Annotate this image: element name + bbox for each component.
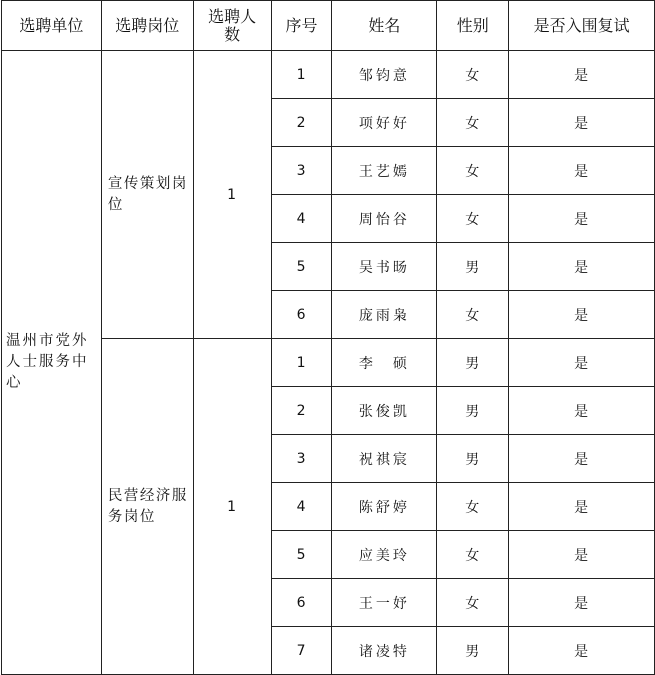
name-cell: 李 硕 [332,339,437,387]
gender-cell: 女 [437,483,509,531]
shortlisted-cell: 是 [509,195,655,243]
shortlisted-cell: 是 [509,531,655,579]
number-cell: 7 [271,627,332,675]
name-cell: 周怡谷 [332,195,437,243]
header-unit: 选聘单位 [2,1,102,51]
name-cell: 诸凌特 [332,627,437,675]
header-row [2,1,655,51]
number-cell: 1 [271,339,332,387]
name-cell: 王一妤 [332,579,437,627]
number-cell: 2 [271,99,332,147]
number-cell: 2 [271,387,332,435]
shortlisted-cell: 是 [509,51,655,99]
gender-cell: 男 [437,243,509,291]
number-cell: 3 [271,435,332,483]
gender-cell: 女 [437,291,509,339]
name-cell: 王艺嫣 [332,147,437,195]
shortlisted-cell: 是 [509,339,655,387]
name-cell: 项好好 [332,99,437,147]
position-cell: 宣传策划岗位 [101,51,193,339]
shortlisted-cell: 是 [509,483,655,531]
shortlist-table [1,0,655,675]
header-count: 选聘人数 [193,1,271,51]
number-cell: 6 [271,579,332,627]
unit-cell: 温州市党外人士服务中心 [2,51,102,675]
shortlisted-cell: 是 [509,243,655,291]
number-cell: 6 [271,291,332,339]
name-cell: 陈舒婷 [332,483,437,531]
name-cell: 祝祺宸 [332,435,437,483]
shortlisted-cell: 是 [509,387,655,435]
header-position: 选聘岗位 [101,1,193,51]
name-cell: 吴书旸 [332,243,437,291]
gender-cell: 女 [437,147,509,195]
number-cell: 5 [271,531,332,579]
number-cell: 4 [271,195,332,243]
position-cell: 民营经济服务岗位 [101,339,193,675]
shortlisted-cell: 是 [509,627,655,675]
gender-cell: 女 [437,579,509,627]
number-cell: 4 [271,483,332,531]
number-cell: 5 [271,243,332,291]
table-row [2,51,655,99]
header-shortlisted: 是否入围复试 [509,1,655,51]
name-cell: 庞雨枭 [332,291,437,339]
number-cell: 1 [271,51,332,99]
count-cell: 1 [193,51,271,339]
name-cell: 张俊凯 [332,387,437,435]
header-gender: 性别 [437,1,509,51]
header-name: 姓名 [332,1,437,51]
header-number: 序号 [271,1,332,51]
gender-cell: 男 [437,339,509,387]
shortlisted-cell: 是 [509,435,655,483]
shortlisted-cell: 是 [509,579,655,627]
number-cell: 3 [271,147,332,195]
gender-cell: 男 [437,435,509,483]
gender-cell: 女 [437,531,509,579]
gender-cell: 男 [437,627,509,675]
name-cell: 应美玲 [332,531,437,579]
name-cell: 邹钧意 [332,51,437,99]
gender-cell: 男 [437,387,509,435]
shortlisted-cell: 是 [509,147,655,195]
shortlisted-cell: 是 [509,99,655,147]
count-cell: 1 [193,339,271,675]
gender-cell: 女 [437,195,509,243]
gender-cell: 女 [437,51,509,99]
gender-cell: 女 [437,99,509,147]
shortlisted-cell: 是 [509,291,655,339]
